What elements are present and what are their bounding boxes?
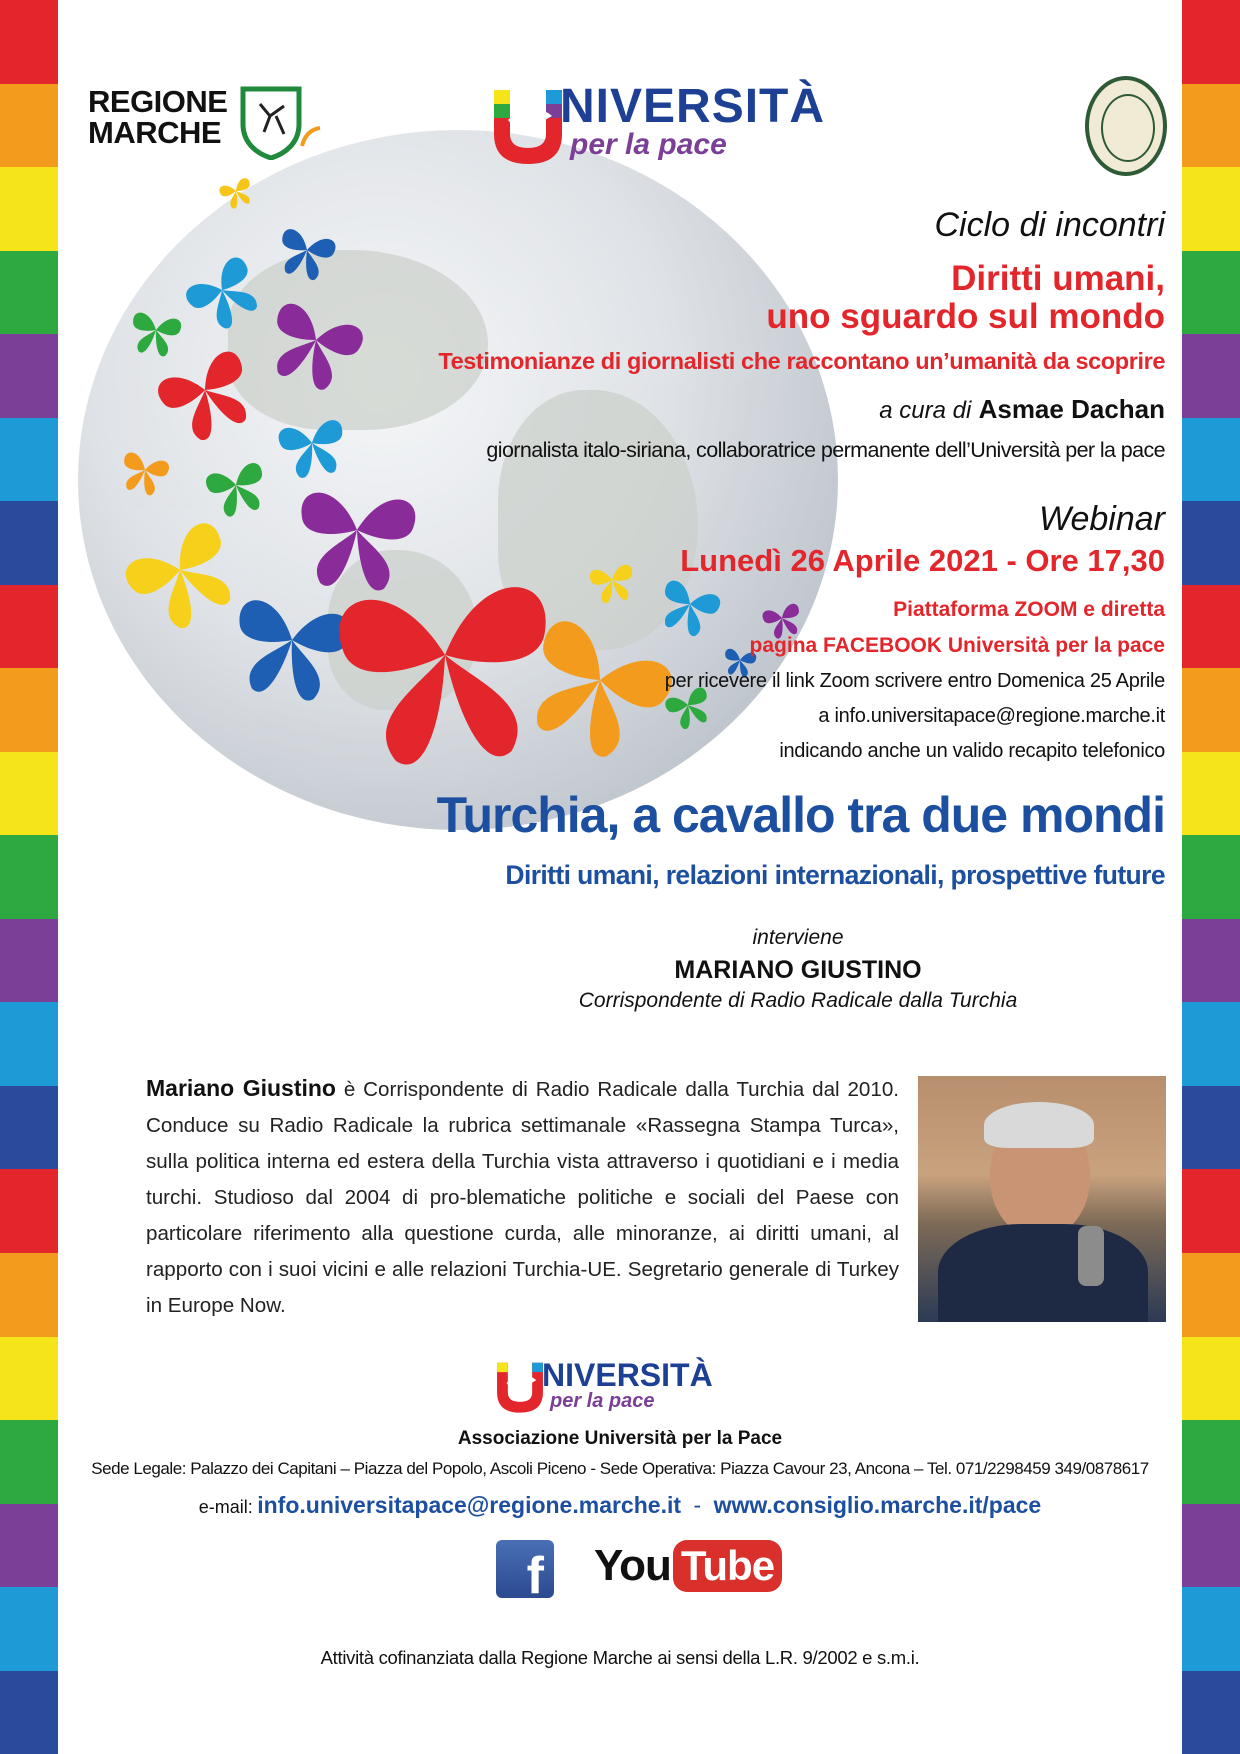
registration-info-line2: a info.universitapace@regione.marche.it [818,705,1165,727]
universita-wordmark: NIVERSITÀ [560,80,826,133]
topic-subtitle: Diritti umani, relazioni internazionali, prospettive future [505,860,1165,890]
butterfly-icon [337,585,558,770]
butterfly-icon [204,461,271,520]
seal-monogram-icon [1101,94,1155,162]
butterfly-icon [274,227,338,283]
email-label: e-mail: [198,1497,253,1517]
speaker-name: MARIANO GIUSTINO [674,956,922,984]
butterfly-icon [128,312,183,359]
regione-marche-shield-icon [240,86,302,160]
per-la-pace-wordmark: per la pace [570,128,727,161]
footer-contacts [58,1492,1182,1519]
speaker-bio [146,1070,899,1324]
event-date: Lunedì 26 Aprile 2021 - Ore 17,30 [680,543,1165,578]
speaker-block [548,926,1048,1013]
butterfly-icon [259,300,367,398]
bio-name: Mariano Giustino [146,1075,336,1101]
cycle-subtitle: Testimonianze di giornalisti che raccontano un’umanità da scoprire [438,348,1165,374]
event-platform [750,592,1165,664]
footer-per-la-pace-wordmark: per la pace [550,1390,655,1412]
event-platform-line1: Piattaforma ZOOM e diretta [893,598,1165,621]
event-platform-line2: pagina FACEBOOK Università per la pace [749,634,1165,657]
butterfly-icon [227,598,352,706]
speaker-intro: interviene [752,926,844,949]
butterfly-icon [154,347,264,449]
consiglio-regionale-seal-logo [1085,76,1167,176]
butterfly-icon [120,518,250,641]
facebook-glyph: f [526,1547,544,1605]
butterfly-icon [653,578,722,641]
bio-text: è Corrispondente di Radio Radicale dalla Turchia dal 2010. Conduce su Radio Radicale la rubrica settimanale «Rassegna Stampa Turca», sulla politica interna ed estera della Turchia vista attraverso i quotidiani e i media turchi. Studioso dal 2004 di pro-blematiche politiche e sociali del Paese con particolare riferimento alla questione curda, alle minoranze, ai diritti umani, al rapporto con i suoi vicini e alle relazioni Turchia-UE. Segretario generale di Turkey in Europe Now. [146,1078,899,1317]
registration-info-line1: per ricevere il link Zoom scrivere entro Domenica 25 Aprile [664,670,1165,692]
cycle-label: Ciclo di incontri [934,206,1165,244]
curator-name: Asmae Dachan [978,394,1165,424]
youtube-you-text: You [594,1541,671,1590]
regione-marche-wordmark: REGIONE MARCHE [88,84,228,150]
website-link[interactable]: www.consiglio.marche.it/pace [713,1492,1042,1518]
footer-org-name: Associazione Università per la Pace [457,1428,783,1449]
regione-marche-mark-icon [300,126,322,148]
butterfly-icon [277,419,349,481]
universita-per-la-pace-logo [490,82,865,168]
speaker-role: Corrispondente di Radio Radicale dalla Turchia [578,989,1018,1012]
footer-universita-wordmark: NIVERSITÀ [542,1357,713,1393]
funding-note: Attività cofinanziata dalla Regione Marche ai sensi della L.R. 9/2002 e s.m.i. [320,1647,920,1668]
curator-line [879,394,1165,425]
facebook-icon[interactable] [496,1540,554,1605]
regione-marche-logo [88,86,318,166]
event-format: Webinar [1039,500,1165,538]
youtube-tube-text: Tube [673,1540,782,1592]
butterfly-icon [218,177,256,212]
cycle-title [766,260,1165,336]
event-registration-info [665,664,1165,769]
registration-info-line3: indicando anche un valido recapito telefonico [779,740,1165,762]
email-link[interactable]: info.universitapace@regione.marche.it [257,1492,682,1518]
rainbow-u-dove-icon [490,86,566,166]
cycle-title-line1: Diritti umani, [951,259,1165,298]
curator-prefix: a cura di [879,397,972,424]
footer-address: Sede Legale: Palazzo dei Capitani – Piazza del Popolo, Ascoli Piceno - Sede Operativa: Piazza Cavour 23, Ancona – Tel. 071/2298459 349/0878617 [91,1459,1149,1478]
footer-universita-logo [494,1358,724,1416]
butterfly-icon [295,491,417,593]
topic-title: Turchia, a cavallo tra due mondi [436,787,1165,843]
speaker-photo [918,1076,1166,1322]
curator-role: giornalista italo-siriana, collaboratrice permanente dell’Università per la pace [486,438,1165,462]
butterfly-icon [182,254,270,339]
cycle-title-line2: uno sguardo sul mondo [766,297,1165,336]
youtube-icon[interactable] [594,1540,782,1600]
butterfly-icon [589,564,637,606]
footer-rainbow-u-dove-icon [494,1360,546,1414]
contacts-separator: - [693,1492,702,1518]
butterfly-icon [117,451,171,498]
